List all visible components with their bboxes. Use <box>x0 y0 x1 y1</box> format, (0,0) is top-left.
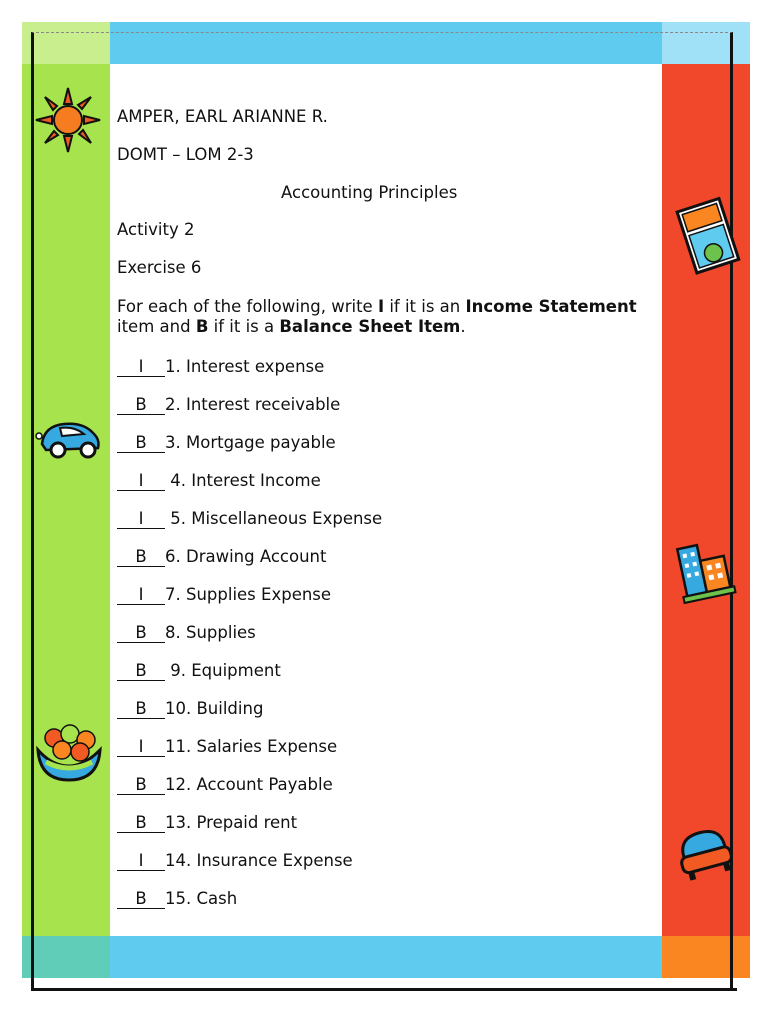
list-item: B 12. Account Payable <box>117 775 333 795</box>
list-item: B 3. Mortgage payable <box>117 433 336 453</box>
sun-icon <box>34 86 102 154</box>
list-item: B 6. Drawing Account <box>117 547 326 567</box>
answer-blank: B <box>117 890 165 909</box>
list-item: B 10. Building <box>117 699 263 719</box>
answer-blank: I <box>117 852 165 871</box>
answer-blank: I <box>117 586 165 605</box>
window-icon <box>672 196 742 276</box>
list-item: B 15. Cash <box>117 889 237 909</box>
balance-code: B <box>195 317 209 336</box>
car-icon <box>34 414 104 462</box>
list-item: B 8. Supplies <box>117 623 256 643</box>
answer-blank: B <box>117 548 165 567</box>
activity-label: Activity 2 <box>117 220 195 239</box>
income-code: I <box>377 297 385 316</box>
list-item: I 11. Salaries Expense <box>117 737 337 757</box>
sofa-icon <box>672 824 738 884</box>
answer-blank: B <box>117 814 165 833</box>
list-item: I 4. Interest Income <box>117 471 321 491</box>
list-item: I 5. Miscellaneous Expense <box>117 509 382 529</box>
answer-blank: B <box>117 700 165 719</box>
instruction-text: For each of the following, write I if it is an Income Statement item and B if it is a Balance Sheet Item. <box>117 297 637 336</box>
answer-blank: I <box>117 510 165 529</box>
answer-blank: I <box>117 358 165 377</box>
list-item: B 9. Equipment <box>117 661 281 681</box>
list-item: B 13. Prepaid rent <box>117 813 297 833</box>
answer-blank: B <box>117 776 165 795</box>
student-name: AMPER, EARL ARIANNE R. <box>117 107 328 126</box>
answer-blank: B <box>117 624 165 643</box>
answer-blank: I <box>117 472 165 491</box>
student-section: DOMT – LOM 2-3 <box>117 145 254 164</box>
list-item: I 1. Interest expense <box>117 357 324 377</box>
list-item: I 14. Insurance Expense <box>117 851 353 871</box>
fruit-bowl-icon <box>34 716 104 784</box>
answer-blank: I <box>117 738 165 757</box>
balance-term: Balance Sheet Item <box>279 317 461 336</box>
list-item: I 7. Supplies Expense <box>117 585 331 605</box>
answer-blank: B <box>117 396 165 415</box>
income-term: Income Statement <box>465 297 637 316</box>
buildings-icon <box>672 534 738 604</box>
answer-blank: B <box>117 662 165 681</box>
subject-title: Accounting Principles <box>281 183 458 202</box>
exercise-label: Exercise 6 <box>117 258 202 277</box>
list-item: B 2. Interest receivable <box>117 395 340 415</box>
page-border-bottom <box>31 988 737 991</box>
answer-blank: B <box>117 434 165 453</box>
